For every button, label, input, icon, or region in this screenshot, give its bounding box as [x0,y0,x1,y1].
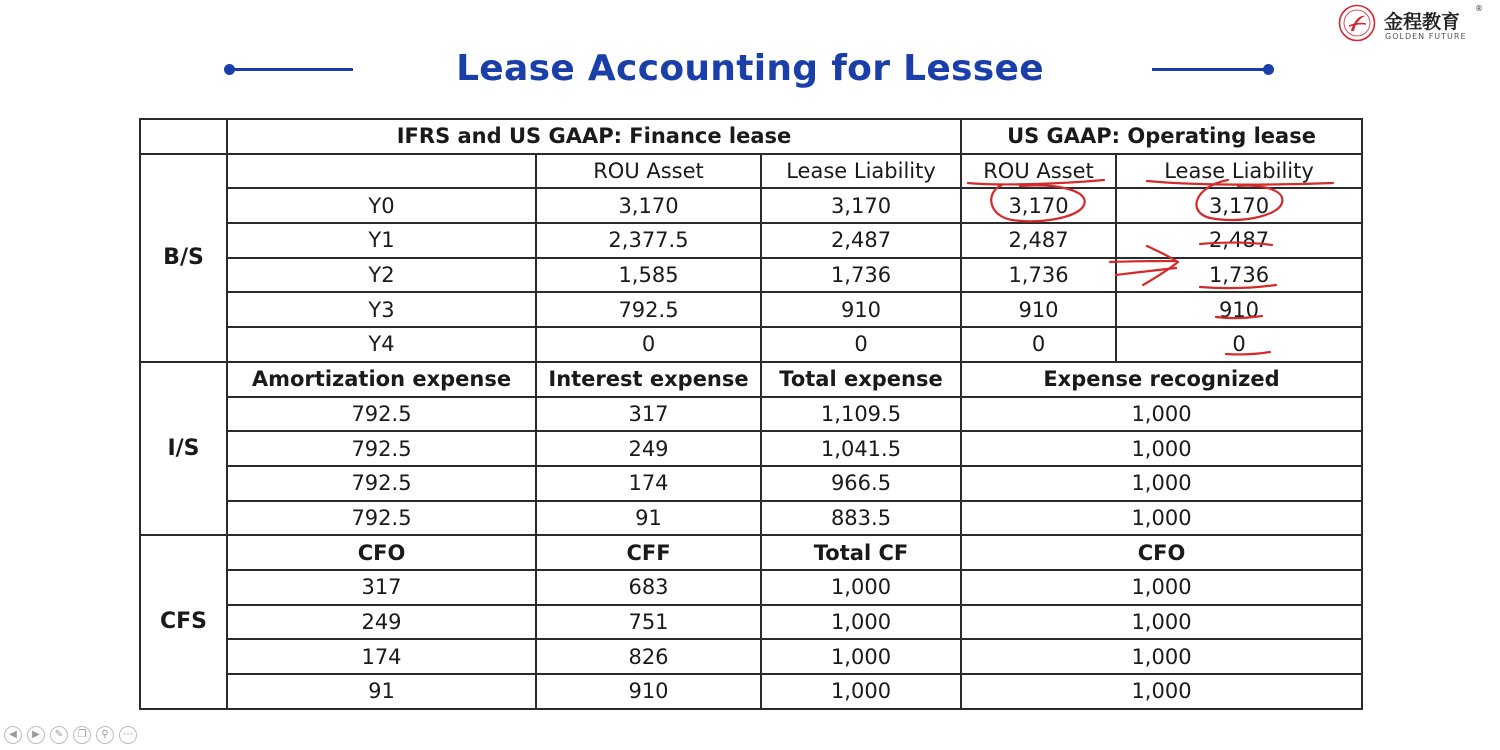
golden-future-logo [1338,4,1488,44]
table-cell: 3,170 [536,188,761,223]
table-cell: ROU Asset [536,154,761,189]
pen-icon[interactable]: ✎ [50,726,68,744]
table-cell: Y3 [227,292,536,327]
table-header-row [140,119,1362,154]
table-cell: 0 [961,327,1116,362]
table-cell: 0 [761,327,961,362]
table-row [140,327,1362,362]
table-row [140,431,1362,466]
slide-toolbar [4,726,137,748]
table-cell: 1,736 [761,258,961,293]
table-row [140,639,1362,674]
table-cell: 174 [536,466,761,501]
table-cell: Y0 [227,188,536,223]
table-cell: Y2 [227,258,536,293]
table-row [140,605,1362,640]
table-row [140,501,1362,536]
copy-icon[interactable]: ❐ [73,726,91,744]
table-cell: Y4 [227,327,536,362]
finance-lease-header: IFRS and US GAAP: Finance lease [227,119,961,154]
table-cell: ROU Asset [961,154,1116,189]
table-cell: Expense recognized [961,362,1362,397]
table-cell: Y1 [227,223,536,258]
table-row [140,292,1362,327]
section-label-is: I/S [140,362,227,535]
table-cell: 2,487 [1116,223,1362,258]
table-cell: 792.5 [227,501,536,536]
cfs-column-header-row [140,535,1362,570]
table-row [140,188,1362,223]
operating-lease-header: US GAAP: Operating lease [961,119,1362,154]
zoom-icon[interactable]: ⚲ [96,726,114,744]
table-cell: 1,000 [761,605,961,640]
table-cell: 683 [536,570,761,605]
table-row [140,466,1362,501]
table-cell: 2,487 [961,223,1116,258]
table-cell: 792.5 [227,397,536,432]
table-cell: 751 [536,605,761,640]
table-row [140,258,1362,293]
bs-column-header-row [140,154,1362,189]
table-cell: 1,000 [961,397,1362,432]
table-cell: 1,000 [761,639,961,674]
table-cell: 910 [761,292,961,327]
table-row [140,397,1362,432]
table-cell: 317 [227,570,536,605]
table-cell: Lease Liability [1116,154,1362,189]
table-cell: 1,000 [761,570,961,605]
logo-text-cn: 金程教育 [1384,11,1461,33]
logo-text-en: GOLDEN FUTURE [1385,32,1467,41]
table-cell: CFO [227,535,536,570]
table-cell: 91 [227,674,536,709]
table-cell: 3,170 [1116,188,1362,223]
table-cell: 2,377.5 [536,223,761,258]
lease-accounting-table [139,118,1363,710]
next-slide-icon[interactable]: ▶ [27,726,45,744]
table-cell: 249 [227,605,536,640]
table-cell: 1,000 [761,674,961,709]
table-cell: 792.5 [536,292,761,327]
table-cell: Total expense [761,362,961,397]
table-cell: 910 [1116,292,1362,327]
table-cell: 792.5 [227,431,536,466]
table-cell: 1,000 [961,466,1362,501]
table-cell: 1,000 [961,639,1362,674]
table-row [140,570,1362,605]
section-label-bs: B/S [140,154,227,362]
logo-seal-icon [1338,4,1376,42]
table-cell: 317 [536,397,761,432]
table-cell: 1,109.5 [761,397,961,432]
logo-registered-mark: ® [1475,4,1483,13]
table-cell: CFO [961,535,1362,570]
table-cell: 1,041.5 [761,431,961,466]
table-cell: 2,487 [761,223,961,258]
table-row [140,223,1362,258]
page-title: Lease Accounting for Lessee [456,48,1044,89]
table-cell: 883.5 [761,501,961,536]
table-cell: 910 [961,292,1116,327]
more-icon[interactable]: ⋯ [119,726,137,744]
table-cell: Amortization expense [227,362,536,397]
table-cell: 826 [536,639,761,674]
table-cell: 3,170 [761,188,961,223]
table-cell: 1,000 [961,431,1362,466]
table-cell: 966.5 [761,466,961,501]
table-cell: 792.5 [227,466,536,501]
table-cell: Lease Liability [761,154,961,189]
table-cell: 174 [227,639,536,674]
table-cell: 1,736 [961,258,1116,293]
table-row [140,674,1362,709]
table-cell: 0 [536,327,761,362]
section-label-cfs: CFS [140,535,227,708]
table-cell: 91 [536,501,761,536]
is-column-header-row [140,362,1362,397]
table-cell: 1,000 [961,674,1362,709]
table-cell: Total CF [761,535,961,570]
table-cell: 1,000 [961,570,1362,605]
table-cell: 1,585 [536,258,761,293]
table-cell: Interest expense [536,362,761,397]
table-cell: 910 [536,674,761,709]
table-cell: 0 [1116,327,1362,362]
table-cell: 249 [536,431,761,466]
table-cell: 1,000 [961,605,1362,640]
table-cell: CFF [536,535,761,570]
table-cell: 1,000 [961,501,1362,536]
table-cell: 1,736 [1116,258,1362,293]
table-cell [227,154,536,189]
table-corner-cell [140,119,227,154]
table-cell: 3,170 [961,188,1116,223]
prev-slide-icon[interactable]: ◀ [4,726,22,744]
